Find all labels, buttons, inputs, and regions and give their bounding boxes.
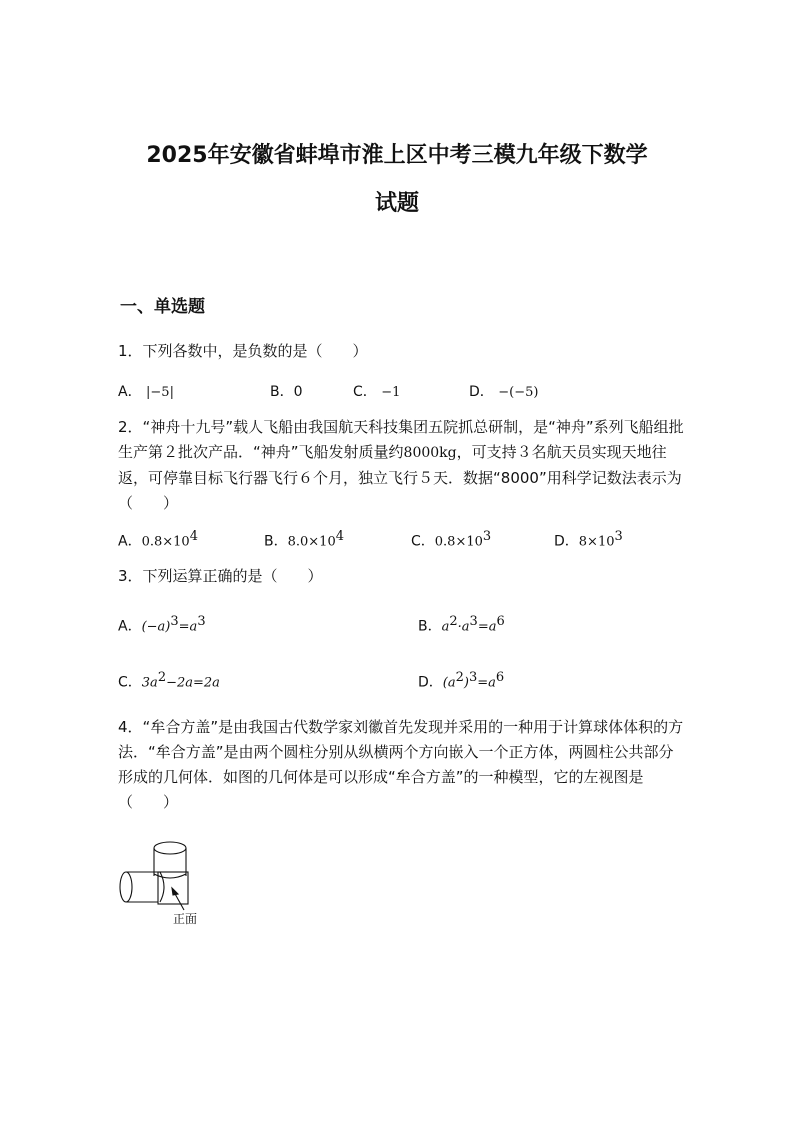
section-heading: 一、单选题 [120, 297, 205, 317]
option-exponent: 6 [496, 614, 505, 629]
q2-option-b[interactable] [264, 529, 344, 551]
option-label: D． [469, 384, 494, 400]
option-exponent: 3 [468, 670, 478, 685]
option-math: 8×10 [578, 534, 615, 550]
q3-option-d[interactable] [418, 670, 504, 692]
option-math: 0.8×10 [434, 534, 483, 550]
page-title [80, 132, 714, 228]
q2-option-d[interactable] [554, 529, 623, 551]
q2-option-a[interactable] [118, 529, 198, 551]
figure-label-front: 正面 [173, 912, 198, 926]
option-math: −1 [381, 385, 401, 400]
q1-option-b[interactable] [270, 381, 303, 401]
q1-option-d[interactable] [469, 381, 538, 401]
option-label: B． [264, 533, 288, 550]
top-cylinder-end [154, 842, 186, 854]
option-exponent: 3 [170, 614, 179, 629]
question-4-stem: 4．“牟合方盖”是由我国古代数学家刘徽首先发现并采用的一种用于计算球体体积的方法．“牟合方盖”是由两个圆柱分别从纵横两个方向嵌入一个正方体，两圆柱公共部分形成的几何体．如图的几何体是可以形成“牟合方盖”的一种模型，它的左视图是（ ） [118, 718, 684, 811]
option-math: ·a [457, 619, 470, 635]
q2-option-c[interactable] [411, 529, 491, 551]
option-math: −(−5) [498, 385, 539, 400]
question-2-stem [118, 415, 688, 516]
option-exponent: 3 [482, 529, 492, 544]
option-label: C． [353, 384, 377, 400]
title-line-1: 2025年安徽省蚌埠市淮上区中考三模九年级下数学 [146, 143, 648, 168]
option-math: −2a=2a [166, 675, 220, 691]
option-math: =a [477, 675, 496, 691]
option-label: A． [118, 384, 142, 400]
option-math: =a [178, 619, 198, 635]
q3-option-b[interactable] [418, 614, 505, 636]
option-label: B． [418, 618, 442, 635]
option-math: 3a [141, 675, 158, 691]
option-exponent: 6 [495, 670, 505, 685]
option-math: (−a) [141, 619, 171, 635]
option-exponent: 4 [189, 529, 198, 544]
option-exponent: 4 [335, 529, 344, 544]
option-exponent: 2 [449, 614, 458, 629]
option-math: 0.8×10 [141, 534, 190, 550]
option-label: C． [118, 674, 142, 691]
option-math: 8.0×10 [287, 534, 336, 550]
option-exponent: 3 [614, 529, 623, 544]
option-label: A． [118, 618, 142, 635]
option-label: D． [418, 674, 443, 691]
geometry-figure [116, 836, 206, 916]
question-3-stem: 3．下列运算正确的是（ ） [118, 567, 323, 585]
option-exponent: 2 [455, 670, 464, 685]
q3-option-a[interactable] [118, 614, 206, 636]
q2-stem-math: 8000kg [403, 445, 457, 461]
q2-stem-part1: 2．“神舟十九号”载人飞船由我国航天科技集团五院抓总研制，是“神舟”系列飞船组批生产第２批次产品．“神舟”飞船发射质量约 [118, 418, 684, 461]
option-math: (a [442, 675, 456, 691]
q2-stem-part2: ，可支持３名航天员实现天地往返，可停靠目标飞行器飞行６个月，独立飞行５天．数据“8000”用科学记数法表示为（ ） [118, 443, 682, 512]
option-label: A． [118, 533, 142, 550]
option-label: C． [411, 533, 435, 550]
option-label: D． [554, 533, 579, 550]
question-1-stem: 1．下列各数中，是负数的是（ ） [118, 342, 368, 360]
q1-option-c[interactable] [353, 381, 400, 401]
q3-option-c[interactable] [118, 670, 220, 692]
q1-option-a[interactable] [118, 381, 174, 401]
title-line-2: 试题 [374, 191, 419, 216]
option-math: =a [477, 619, 497, 635]
option-label: B．0 [270, 384, 303, 400]
option-exponent: 3 [469, 614, 478, 629]
option-math: a [441, 619, 450, 635]
option-math: ) [463, 675, 469, 691]
option-math: |−5| [146, 385, 174, 400]
option-exponent: 3 [197, 614, 206, 629]
left-cylinder-end [120, 872, 132, 902]
option-exponent: 2 [157, 670, 167, 685]
